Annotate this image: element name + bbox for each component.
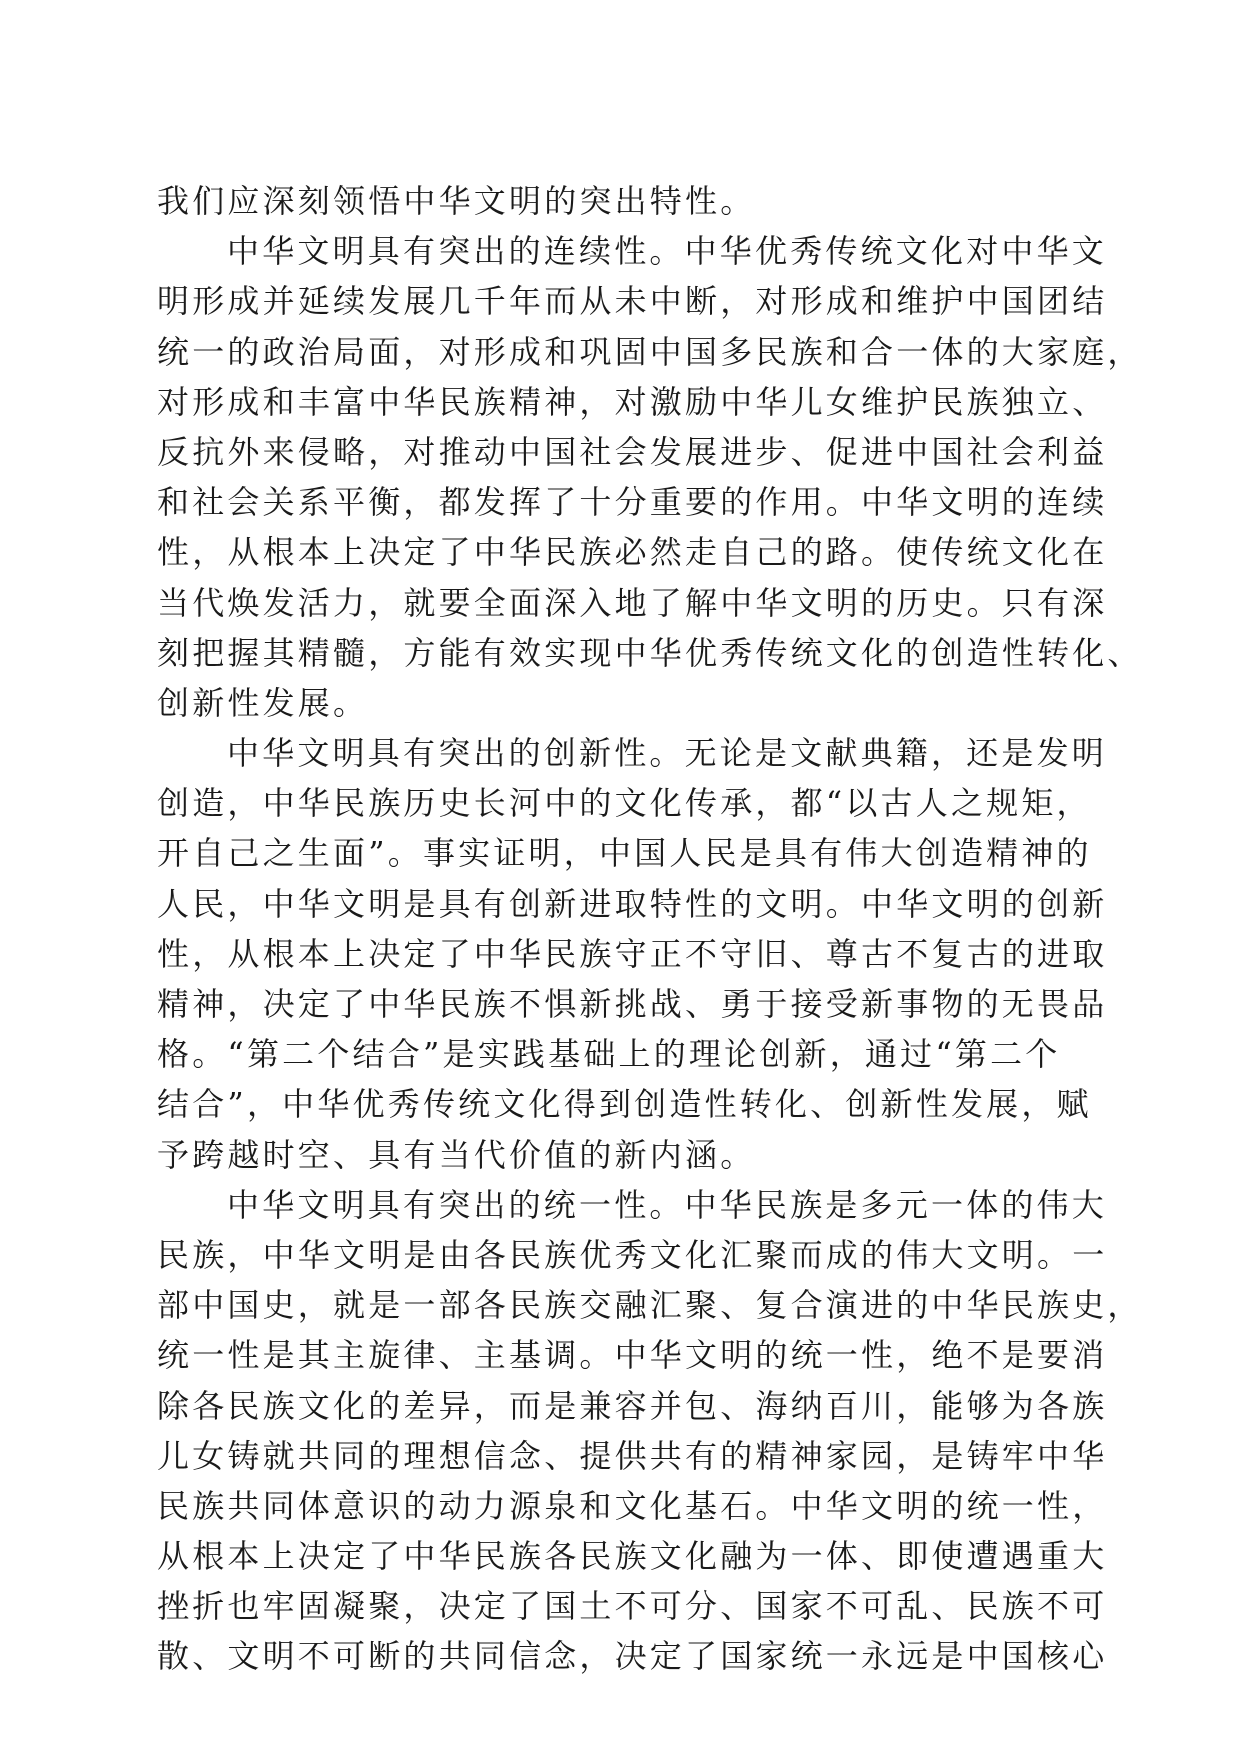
text-line: 性，从根本上决定了中华民族守正不守旧、尊古不复古的进取 [157,934,1108,973]
text-line: 统一性是其主旋律、主基调。中华文明的统一性，绝不是要消 [157,1336,1108,1375]
text-line: 儿女铸就共同的理想信念、提供共有的精神家园，是铸牢中华 [157,1436,1108,1475]
text-line: 创造，中华民族历史长河中的文化传承，都“以古人之规矩， [157,784,1092,823]
text-line: 统一的政治局面，对形成和巩固中国多民族和合一体的大家庭， [157,332,1143,371]
text-line: 人民，中华文明是具有创新进取特性的文明。中华文明的创新 [157,884,1108,923]
text-line: 反抗外来侵略，对推动中国社会发展进步、促进中国社会利益 [157,432,1108,471]
text-line: 开自己之生面”。事实证明，中国人民是具有伟大创造精神的 [157,834,1092,873]
text-line: 除各民族文化的差异，而是兼容并包、海纳百川，能够为各族 [157,1386,1108,1425]
paragraph-start-line: 中华文明具有突出的统一性。中华民族是多元一体的伟大 [227,1185,1108,1224]
text-line: 对形成和丰富中华民族精神，对激励中华儿女维护民族独立、 [157,382,1108,421]
text-line: 民族，中华文明是由各民族优秀文化汇聚而成的伟大文明。一 [157,1235,1108,1274]
text-line: 明形成并延续发展几千年而从未中断，对形成和维护中国团结 [157,282,1108,321]
text-line: 格。“第二个结合”是实践基础上的理论创新，通过“第二个 [157,1035,1061,1074]
body-text [157,176,1143,1682]
text-line: 部中国史，就是一部各民族交融汇聚、复合演进的中华民族史， [157,1286,1143,1325]
text-line: 予跨越时空、具有当代价值的新内涵。 [157,1135,756,1174]
paragraph-start-line: 中华文明具有突出的创新性。无论是文献典籍，还是发明 [227,734,1108,773]
text-line: 我们应深刻领悟中华文明的突出特性。 [157,182,756,220]
text-line: 刻把握其精髓，方能有效实现中华优秀传统文化的创造性转化、 [157,633,1143,672]
text-line: 当代焕发活力，就要全面深入地了解中华文明的历史。只有深 [157,583,1108,622]
text-line: 从根本上决定了中华民族各民族文化融为一体、即使遭遇重大 [157,1537,1108,1576]
text-line: 和社会关系平衡，都发挥了十分重要的作用。中华文明的连续 [157,483,1108,522]
text-line: 创新性发展。 [157,683,369,722]
text-line: 挫折也牢固凝聚，决定了国土不可分、国家不可乱、民族不可 [157,1587,1108,1626]
text-line: 精神，决定了中华民族不惧新挑战、勇于接受新事物的无畏品 [157,985,1108,1023]
text-line: 结合”，中华优秀传统文化得到创造性转化、创新性发展，赋 [157,1085,1092,1124]
text-line: 性，从根本上决定了中华民族必然走自己的路。使传统文化在 [157,533,1108,572]
paragraph-start-line: 中华文明具有突出的连续性。中华优秀传统文化对中华文 [227,232,1108,271]
text-line: 民族共同体意识的动力源泉和文化基石。中华文明的统一性， [157,1486,1108,1525]
text-line: 散、文明不可断的共同信念，决定了国家统一永远是中国核心 [157,1637,1108,1676]
